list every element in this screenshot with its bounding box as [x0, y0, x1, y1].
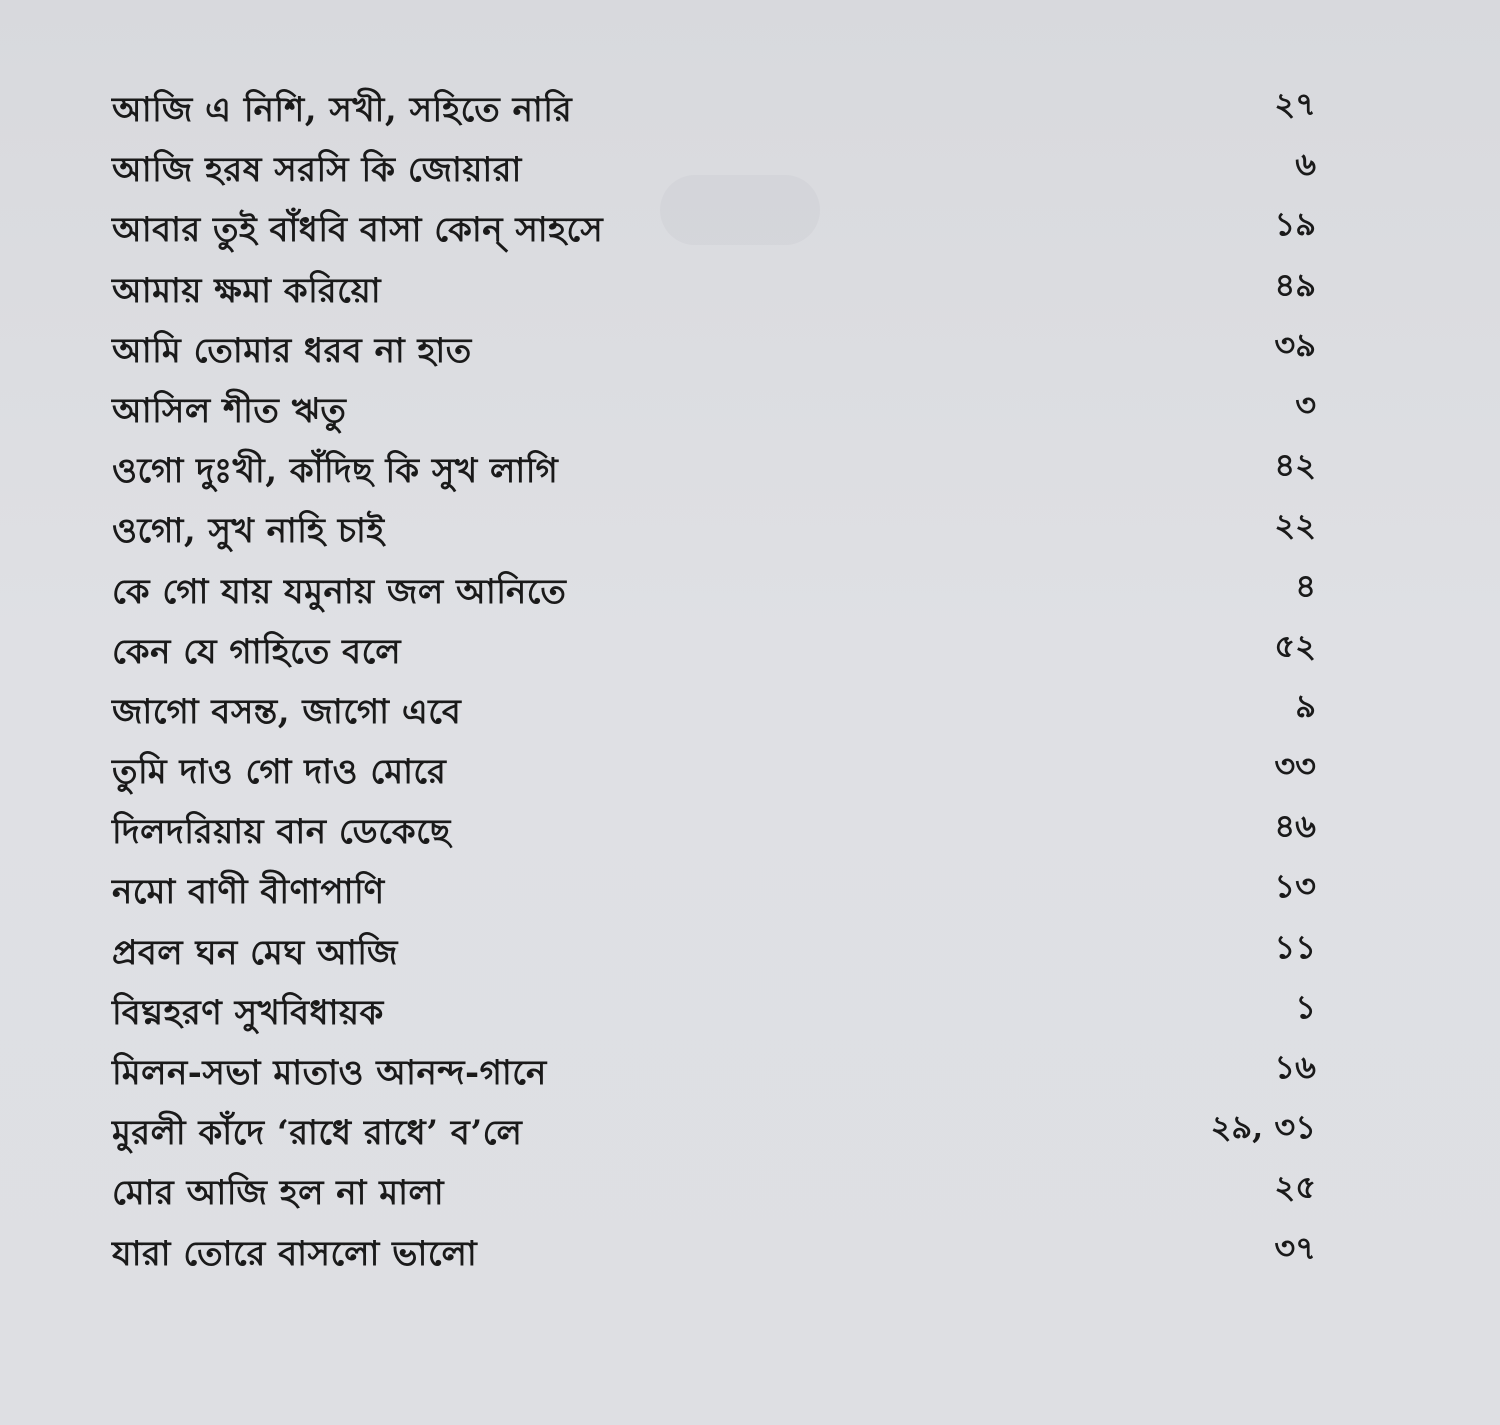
entry-title: তুমি দাও গো দাও মোরে: [112, 752, 447, 793]
entry-title: মিলন-সভা মাতাও আনন্দ-গানে: [112, 1053, 547, 1093]
index-entry: [0, 1103, 1500, 1163]
entry-title: আমায় ক্ষমা করিয়ো: [112, 270, 382, 311]
entry-title: বিঘ্নহরণ সুখবিধায়ক: [112, 992, 384, 1033]
entry-page-number: ২২: [1274, 506, 1316, 545]
entry-title: ওগো দুঃখী, কাঁদিছ কি সুখ লাগি: [112, 451, 559, 492]
entry-title: আবার তুই বাঁধবি বাসা কোন্ সাহসে: [112, 210, 604, 251]
index-entry: [0, 261, 1500, 321]
index-entry: [0, 200, 1500, 260]
entry-title: আজি এ নিশি, সখী, সহিতে নারি: [112, 90, 573, 130]
index-entry: [0, 802, 1500, 862]
entry-page-number: ৪২: [1274, 446, 1316, 485]
index-entry: [0, 1224, 1500, 1284]
index-entry: [0, 682, 1500, 742]
index-entry: [0, 381, 1500, 441]
entry-page-number: ১: [1295, 987, 1316, 1026]
entry-page-number: ৩৭: [1274, 1228, 1316, 1267]
entry-title: নমো বাণী বীণাপাণি: [112, 872, 385, 913]
entry-page-number: ৩৩: [1274, 747, 1316, 786]
index-entry: [0, 501, 1500, 561]
entry-page-number: ৩: [1295, 385, 1316, 424]
entry-title: মোর আজি হল না মালা: [112, 1173, 445, 1214]
entry-page-number: ১১: [1274, 927, 1316, 966]
entry-page-number: ৪৯: [1274, 265, 1316, 304]
index-entry: [0, 1043, 1500, 1103]
index-entry: [0, 1163, 1500, 1223]
entry-title: আসিল শীত ঋতু: [112, 390, 347, 431]
entry-page-number: ১৬: [1274, 1048, 1316, 1086]
entry-page-number: ৩৯: [1274, 325, 1316, 364]
index-entry: [0, 923, 1500, 983]
index-entry: [0, 862, 1500, 922]
entry-title: আজি হরষ সরসি কি জোয়ারা: [112, 150, 522, 191]
entry-page-number: ১৩: [1274, 867, 1316, 906]
entry-title: দিলদরিয়ায় বান ডেকেছে: [112, 812, 451, 853]
entry-title: আমি তোমার ধরব না হাত: [112, 330, 472, 371]
entry-page-number: ৯: [1295, 686, 1316, 725]
entry-page-number: ৬: [1295, 145, 1316, 184]
entry-title: ওগো, সুখ নাহি চাই: [112, 511, 385, 552]
index-entry: [0, 80, 1500, 140]
index-entry: [0, 983, 1500, 1043]
index-entry: [0, 742, 1500, 802]
index-entry: [0, 562, 1500, 622]
entry-page-number: ১৯: [1274, 205, 1316, 244]
entry-page-number: ৪: [1295, 566, 1316, 605]
entry-title: জাগো বসন্ত, জাগো এবে: [112, 691, 462, 732]
first-line-index: [0, 80, 1500, 1284]
entry-title: কেন যে গাহিতে বলে: [112, 631, 402, 672]
index-entry: [0, 321, 1500, 381]
index-entry: [0, 622, 1500, 682]
entry-page-number: ৪৬: [1274, 807, 1316, 846]
entry-page-number: ২৫: [1274, 1168, 1316, 1207]
index-entry: [0, 140, 1500, 200]
entry-title: প্রবল ঘন মেঘ আজি: [112, 932, 398, 973]
entry-page-number: ২৯, ৩১: [1210, 1108, 1316, 1147]
entry-title: যারা তোরে বাসলো ভালো: [112, 1233, 478, 1274]
entry-page-number: ২৭: [1274, 85, 1316, 123]
index-entry: [0, 441, 1500, 501]
entry-page-number: ৫২: [1274, 626, 1316, 665]
entry-title: মুরলী কাঁদে ‘রাধে রাধে’ ব’লে: [112, 1113, 523, 1154]
entry-title: কে গো যায় যমুনায় জল আনিতে: [112, 571, 567, 612]
